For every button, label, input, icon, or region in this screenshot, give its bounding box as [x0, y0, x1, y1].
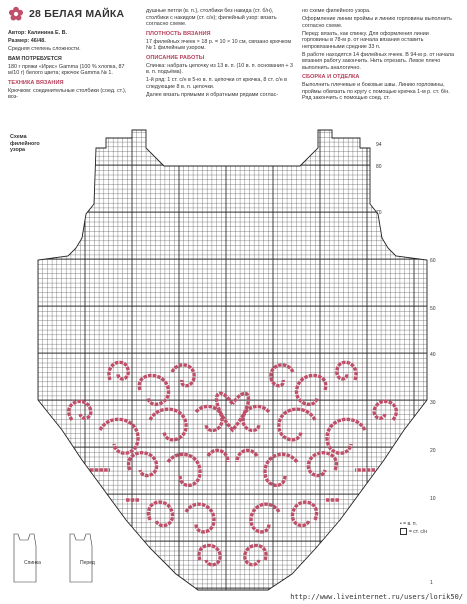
row-marker: 30 [430, 400, 436, 406]
assembly-text: Выполнить плечевые и боковые швы. Линию горловины, проймы обвязать по кругу с помощью крючка 1-м р. ст. б/н. Ряд закончить с помощью соед. ст. [302, 82, 450, 101]
back-text: Спинка: набрать цепочку из 13 в. п. (10 в. п. основания + 3 в. п. подъёма). [146, 62, 294, 75]
front-text: Перед: вязать, как спинку. Для оформления линии горловины в 78-м р. от начала вязания оставить непровязанными средние 33 п. [302, 30, 429, 50]
row-marker: 94 [376, 142, 382, 148]
legend-item-dc [400, 528, 427, 536]
density-text: 17 филейных ячеек × 18 р. = 10 × 10 см, связано крючком № 1 филейным узором. [146, 38, 292, 51]
mini-garment-diagram [70, 534, 92, 582]
technique-text: Крючком: соединительные столбики (соед. ст.), воз- [8, 87, 127, 100]
mini-back-label: Спинка [24, 560, 41, 566]
row-marker: 1 [430, 580, 433, 586]
source-url: http://www.liveinternet.ru/users/lorik50/ [290, 593, 463, 601]
row-marker: 10 [430, 496, 436, 502]
technique-heading: ТЕХНИКА ВЯЗАНИЯ [8, 79, 64, 86]
pattern-continued: но схеме филейного узора. [302, 8, 371, 14]
row-marker: 80 [376, 164, 382, 170]
author-line: Автор: Калинина Е. В. [8, 30, 67, 36]
materials-heading: ВАМ ПОТРЕБУЕТСЯ [8, 55, 62, 62]
front-text-2: В работе находятся 14 филейных ячеек. В 94-м р. от начала вязания работу закончить. Нить отрезать. Левое плечо выполнить аналогично. [302, 51, 454, 71]
chart-outline [38, 130, 427, 590]
row1-text: 1-й ряд: 1 ст. с/н в 5-ю в. п. цепочки от крючка, 8 ст. с/н в следующие 8 в. п. цепочки. [146, 77, 287, 90]
work-heading: ОПИСАНИЕ РАБОТЫ [146, 54, 205, 61]
schema-label: Схема филейного узора [10, 134, 40, 153]
chart-grid [38, 128, 427, 592]
row-marker: 60 [430, 258, 436, 264]
legend [400, 520, 427, 536]
row-marker: 20 [430, 448, 436, 454]
continue-text: Далее вязать прямыми и обратными рядами соглас- [146, 91, 279, 98]
page-title: 28 БЕЛАЯ МАЙКА [29, 8, 125, 20]
mini-garment-diagram [14, 534, 36, 582]
row-marker: 70 [376, 210, 382, 216]
difficulty-line: Средняя степень сложности. [8, 46, 81, 52]
finish-text: Оформление линии проймы и линию горловины выполнить согласно схеме. [302, 16, 452, 29]
legend-dc-swatch [400, 528, 407, 535]
legend-item-chain: • = в. п. [400, 521, 417, 527]
size-line: Размер: 46/48. [8, 38, 46, 44]
row-marker: 50 [430, 306, 436, 312]
technique-continued: душные петли (в. п.), столбики без накида (ст. б/н), столбики с накидом (ст. с/н); филейный узор: вязать согласно схеме. [146, 8, 277, 27]
mini-front-label: Перед [80, 560, 95, 566]
legend-dc-label: = ст. с/н [409, 529, 427, 535]
materials-text: 180 г пряжи «Ирис» Gamma (100 % хлопка, 87 м/10 г) белого цвета; крючок Gamma № 1. [8, 63, 125, 76]
assembly-heading: СБОРКА И ОТДЕЛКА [302, 74, 360, 80]
row-marker: 40 [430, 352, 436, 358]
density-heading: ПЛОТНОСТЬ ВЯЗАНИЯ [146, 30, 211, 37]
legend-chain-label: = в. п. [403, 521, 417, 527]
